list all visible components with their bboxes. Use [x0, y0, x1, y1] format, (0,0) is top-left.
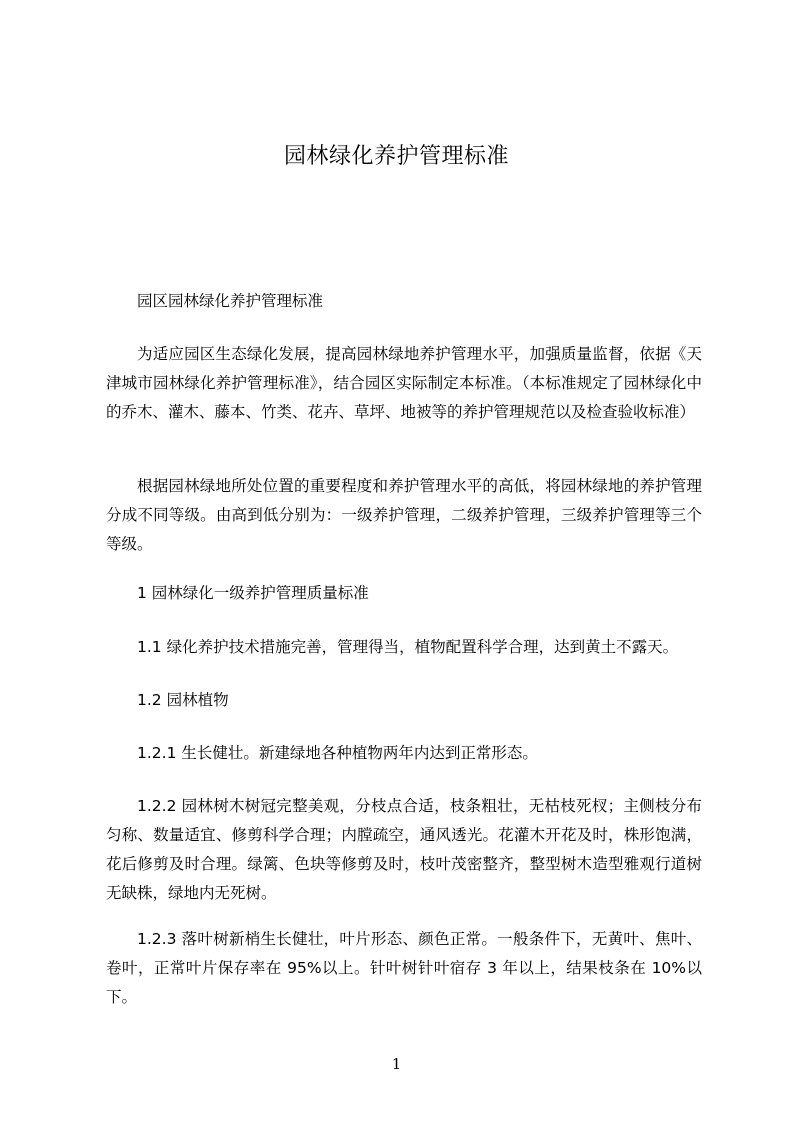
page-title: 园林绿化养护管理标准 — [283, 144, 509, 169]
clause-1-1: 1.1 绿化养护技术措施完善，管理得当，植物配置科学合理，达到黄土不露天。 — [137, 638, 679, 656]
clause-1-2: 1.2 园林植物 — [137, 691, 229, 709]
grading-paragraph: 根据园林绿地所处位置的重要程度和养护管理水平的高低，将园林绿地的养护管理分成不同等级。由高到低分别为：一级养护管理，二级养护管理，三级养护管理等三个等级。 — [106, 477, 702, 553]
intro-paragraph: 为适应园区生态绿化发展，提高园林绿地养护管理水平，加强质量监督，依据《天津城市园林绿化养护管理标准》，结合园区实际制定本标准。（本标准规定了园林绿化中的乔木、灌木、藤本、竹类、花卉、草坪、地被等的养护管理规范以及检查验收标准） — [106, 345, 702, 421]
page-number: 1 — [391, 1055, 402, 1073]
clause-1-2-3: 1.2.3 落叶树新梢生长健壮，叶片形态、颜色正常。一般条件下，无黄叶、焦叶、卷叶，正常叶片保存率在 95%以上。针叶树针叶宿存 3 年以上，结果枝条在 10%以下。 — [106, 930, 702, 1006]
clause-1-2-1: 1.2.1 生长健壮。新建绿地各种植物两年内达到正常形态。 — [137, 744, 538, 762]
subtitle-paragraph: 园区园林绿化养护管理标准 — [137, 292, 324, 310]
clause-1-2-2: 1.2.2 园林树木树冠完整美观，分枝点合适，枝条粗壮，无枯枝死杈；主侧枝分布匀称、数量适宜、修剪科学合理；内膛疏空，通风透光。花灌木开花及时，株形饱满，花后修剪及时合理。绿篱、色块等修剪及时，枝叶茂密整齐，整型树木造型雅观行道树无缺株，绿地内无死树。 — [106, 797, 702, 902]
section-heading-1: 1 园林绿化一级养护管理质量标准 — [137, 584, 369, 602]
